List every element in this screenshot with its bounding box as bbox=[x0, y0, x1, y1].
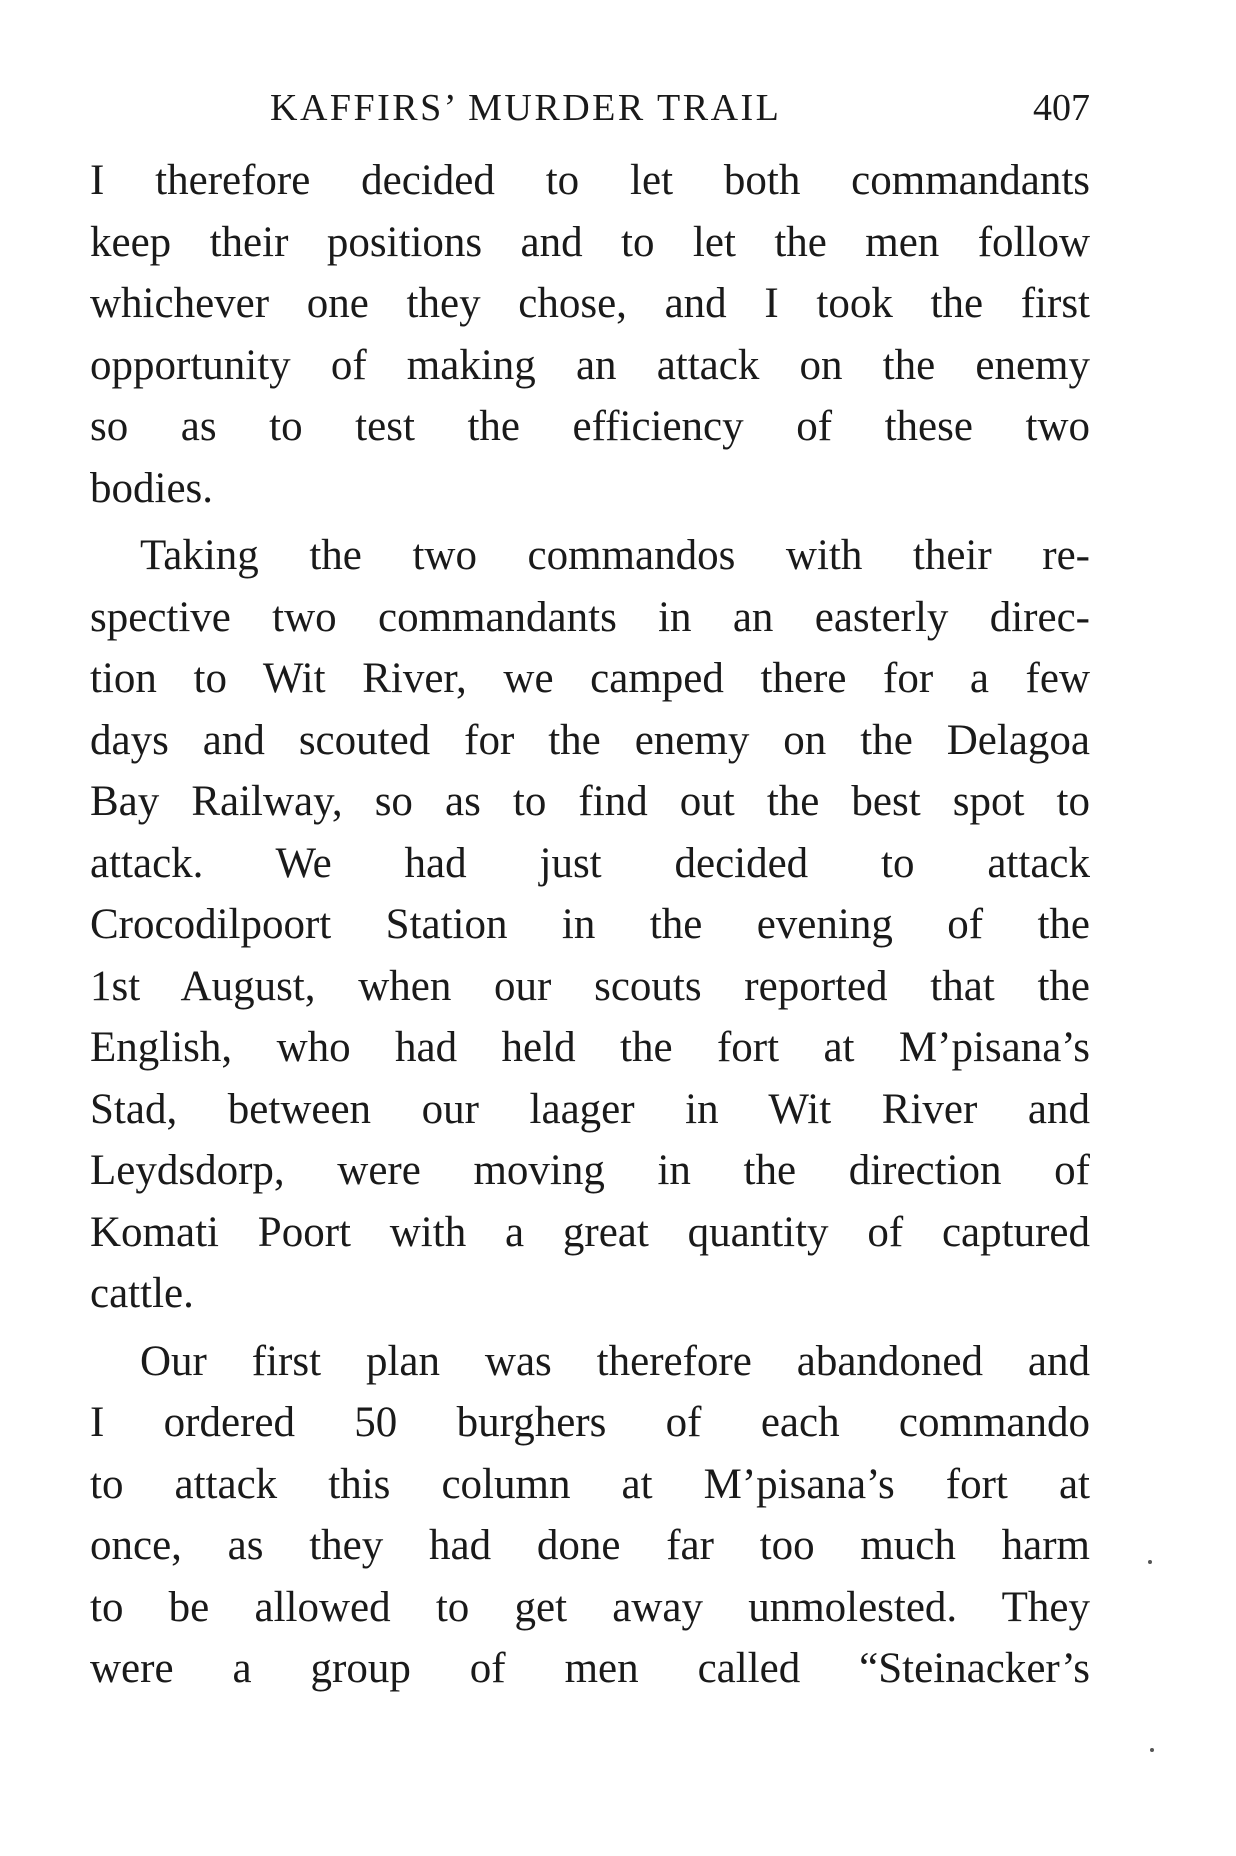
paragraph bbox=[90, 150, 1090, 519]
text-line: Our first plan was therefore abandoned and bbox=[140, 1337, 1090, 1385]
text-line: cattle. bbox=[90, 1270, 194, 1317]
page-header bbox=[90, 78, 1090, 138]
text-line: to attack this column at M’pisana’s fort at bbox=[90, 1460, 1090, 1508]
text-line: tion to Wit River, we camped there for a few bbox=[90, 655, 1090, 702]
text-line: Stad, between our laager in Wit River and bbox=[90, 1085, 1090, 1133]
text-line: spective two commandants in an easterly direc- bbox=[90, 593, 1090, 641]
text-line: Crocodilpoort Station in the evening of the bbox=[90, 901, 1090, 948]
text-line: English, who had held the fort at M’pisana’s bbox=[90, 1024, 1090, 1071]
paragraph bbox=[90, 1331, 1090, 1700]
text-line: days and scouted for the enemy on the Delagoa bbox=[90, 716, 1090, 764]
text-line: keep their positions and to let the men follow bbox=[90, 218, 1090, 266]
body-text bbox=[90, 150, 1090, 1700]
running-title: KAFFIRS’ MURDER TRAIL bbox=[270, 87, 782, 129]
text-line: Taking the two commandos with their re- bbox=[140, 532, 1090, 579]
text-line: attack. We had just decided to attack bbox=[90, 839, 1090, 887]
text-line: Leydsdorp, were moving in the direction of bbox=[90, 1147, 1090, 1194]
text-line: once, as they had done far too much harm bbox=[90, 1522, 1090, 1569]
scan-speck bbox=[1150, 1748, 1154, 1752]
text-line: Komati Poort with a great quantity of captured bbox=[90, 1208, 1090, 1256]
text-line: I ordered 50 burghers of each commando bbox=[90, 1399, 1090, 1446]
text-line: so as to test the efficiency of these two bbox=[90, 403, 1090, 450]
text-line: opportunity of making an attack on the enemy bbox=[90, 341, 1090, 389]
text-line: I therefore decided to let both commandants bbox=[90, 157, 1090, 204]
text-line: whichever one they chose, and I took the first bbox=[90, 280, 1090, 327]
text-line: Bay Railway, so as to find out the best spot to bbox=[90, 778, 1090, 825]
text-line: 1st August, when our scouts reported that the bbox=[90, 962, 1090, 1010]
scan-speck bbox=[1148, 1560, 1152, 1564]
paragraph bbox=[90, 525, 1090, 1325]
text-line: bodies. bbox=[90, 464, 214, 512]
page-number: 407 bbox=[1033, 87, 1090, 129]
text-line: were a group of men called “Steinacker’s bbox=[90, 1645, 1090, 1692]
text-line: to be allowed to get away unmolested. They bbox=[90, 1583, 1090, 1631]
